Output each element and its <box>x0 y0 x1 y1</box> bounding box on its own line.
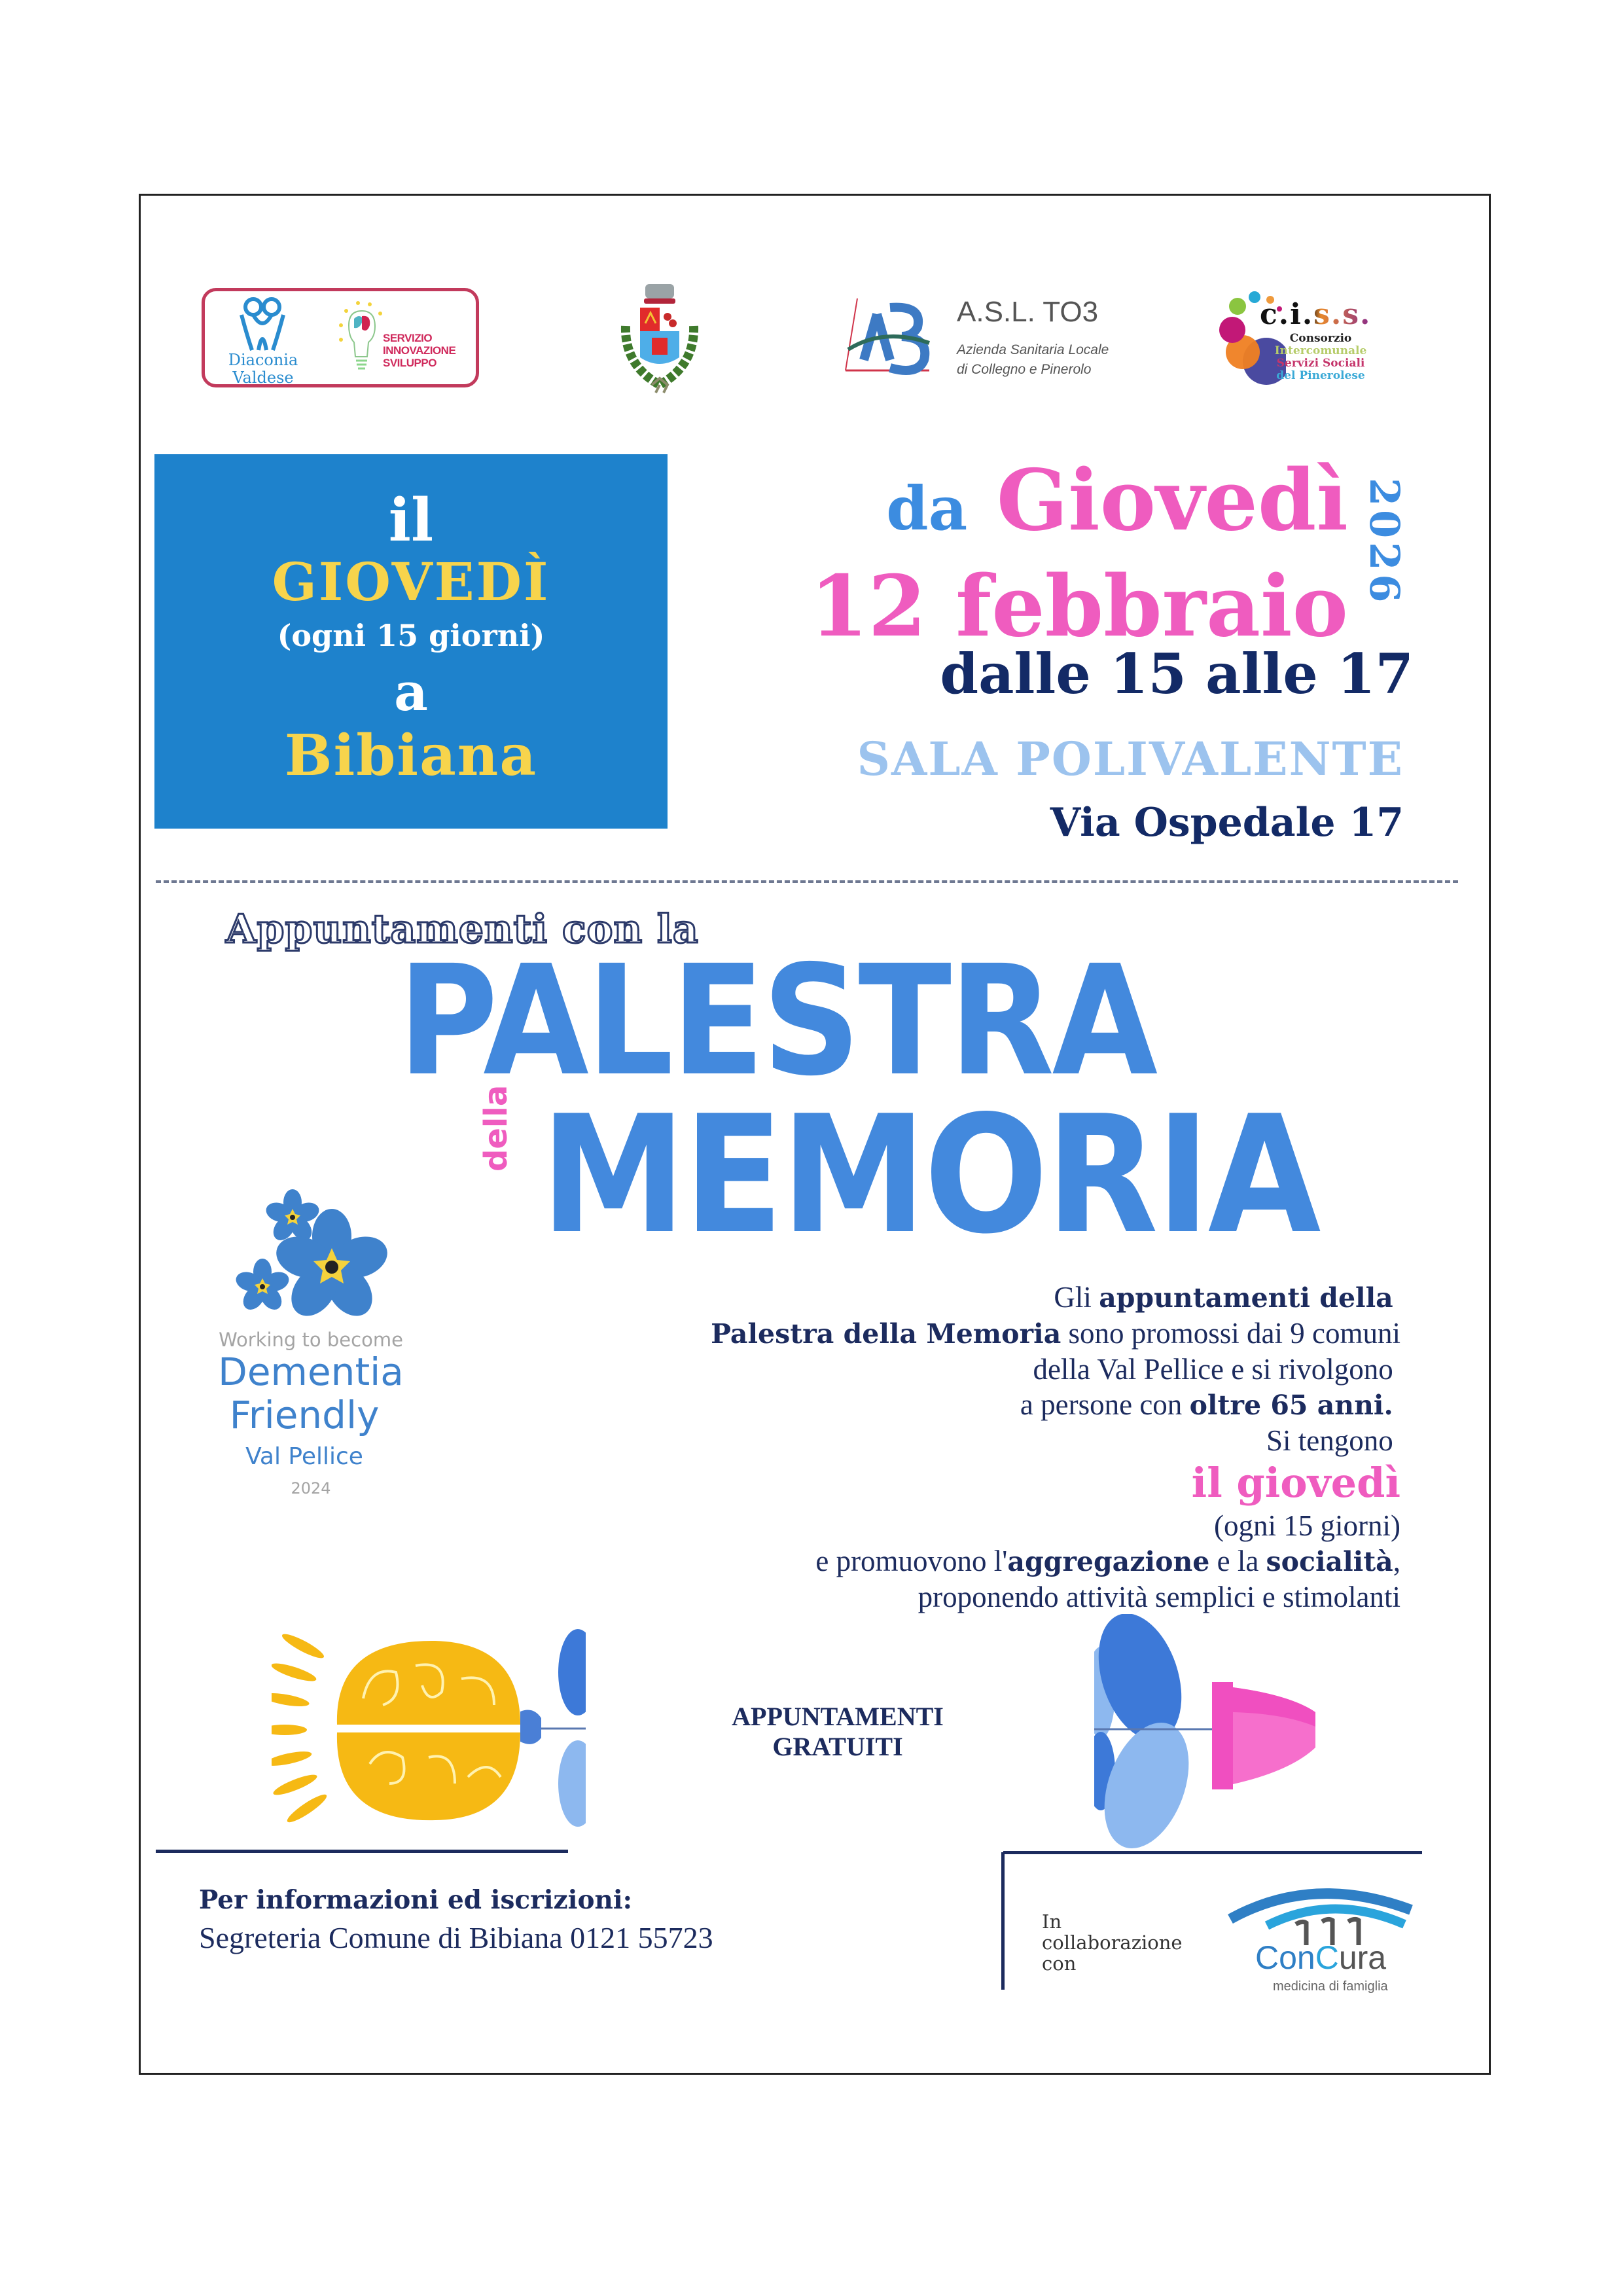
time-range: dalle 15 alle 17 <box>940 641 1414 706</box>
start-date-block <box>746 452 1348 656</box>
concura-logo-text: ConCura <box>1255 1939 1387 1976</box>
start-day: Giovedì <box>996 452 1348 550</box>
footer-rule-vertical <box>1001 1852 1005 1990</box>
box-frequency: (ogni 15 giorni) <box>277 618 545 653</box>
free-appointments-label: APPUNTAMENTI GRATUITI <box>732 1702 944 1761</box>
asl-subtitle: Azienda Sanitaria Locale di Collegno e Pinerolo <box>957 342 1109 377</box>
collaboration-label: In collaborazione con <box>1042 1910 1183 1975</box>
venue-address: Via Ospedale 17 <box>1050 800 1404 846</box>
lightbulb-brain-icon <box>334 299 387 378</box>
ciss-subtitle: Consorzio Intercomunale Servizi Sociali del Pinerolese <box>1274 332 1367 382</box>
box-il: il <box>388 486 434 555</box>
start-date: 12 febbraio <box>810 558 1348 656</box>
title-intro: Appuntamenti con la <box>226 906 699 952</box>
footer-rule-left <box>156 1850 568 1853</box>
concura-subtitle: medicina di famiglia <box>1273 1979 1388 1994</box>
venue-name: SALA POLIVALENTE <box>857 732 1404 786</box>
title-palestra: PALESTRA <box>398 933 1156 1109</box>
title-memoria: MEMORIA <box>541 1081 1319 1270</box>
da-label: da <box>886 473 968 544</box>
concura-arch-logo-icon <box>1228 1886 1418 1945</box>
df-friendly: Friendly <box>229 1393 380 1437</box>
info-heading: Per informazioni ed iscrizioni: <box>199 1885 633 1915</box>
box-a: a <box>394 661 428 723</box>
title-della: della <box>478 1085 514 1172</box>
people-circle-icon <box>234 295 293 351</box>
forget-me-not-flowers-icon <box>232 1188 396 1319</box>
df-tagline: Working to become <box>219 1329 403 1351</box>
box-giovedi: GIOVEDÌ <box>272 551 550 613</box>
diaconia-valdese-label: Diaconia Valdese <box>228 351 298 387</box>
df-year: 2024 <box>291 1479 331 1498</box>
asl-title: A.S.L. TO3 <box>957 296 1099 328</box>
df-dementia: Dementia <box>218 1350 404 1394</box>
pink-flower-illustration-icon <box>1094 1614 1330 1850</box>
box-town: Bibiana <box>284 723 538 789</box>
schedule-highlight-box <box>154 454 668 829</box>
footer-rule-right <box>1003 1851 1422 1854</box>
df-place: Val Pellice <box>245 1443 363 1470</box>
brain-illustration-icon <box>272 1620 586 1829</box>
servizio-innovazione-label: SERVIZIO INNOVAZIONE SVILUPPO <box>383 332 456 369</box>
diaconia-servizio-logo <box>202 288 479 387</box>
description-day: il giovedì <box>1191 1459 1400 1507</box>
asl-to3-logo-icon <box>844 295 942 378</box>
description-paragraph: Gli appuntamenti della Palestra della Memoria sono promossi dai 9 comuni della Val Pellice e si rivolgono a persone con oltre 65 anni. Si tengono il giovedì (ogni 15 giorni) e promuovono l'aggregazione e la socialità, proponendo attività semplici e stimolanti <box>419 1280 1400 1615</box>
dashed-divider <box>156 880 1458 883</box>
municipal-coat-of-arms-icon <box>613 280 707 397</box>
year-vertical: 2026 <box>1361 478 1408 607</box>
info-contact: Segreteria Comune di Bibiana 0121 55723 <box>199 1921 713 1954</box>
ciss-title: c.i.s.s. <box>1260 298 1372 331</box>
